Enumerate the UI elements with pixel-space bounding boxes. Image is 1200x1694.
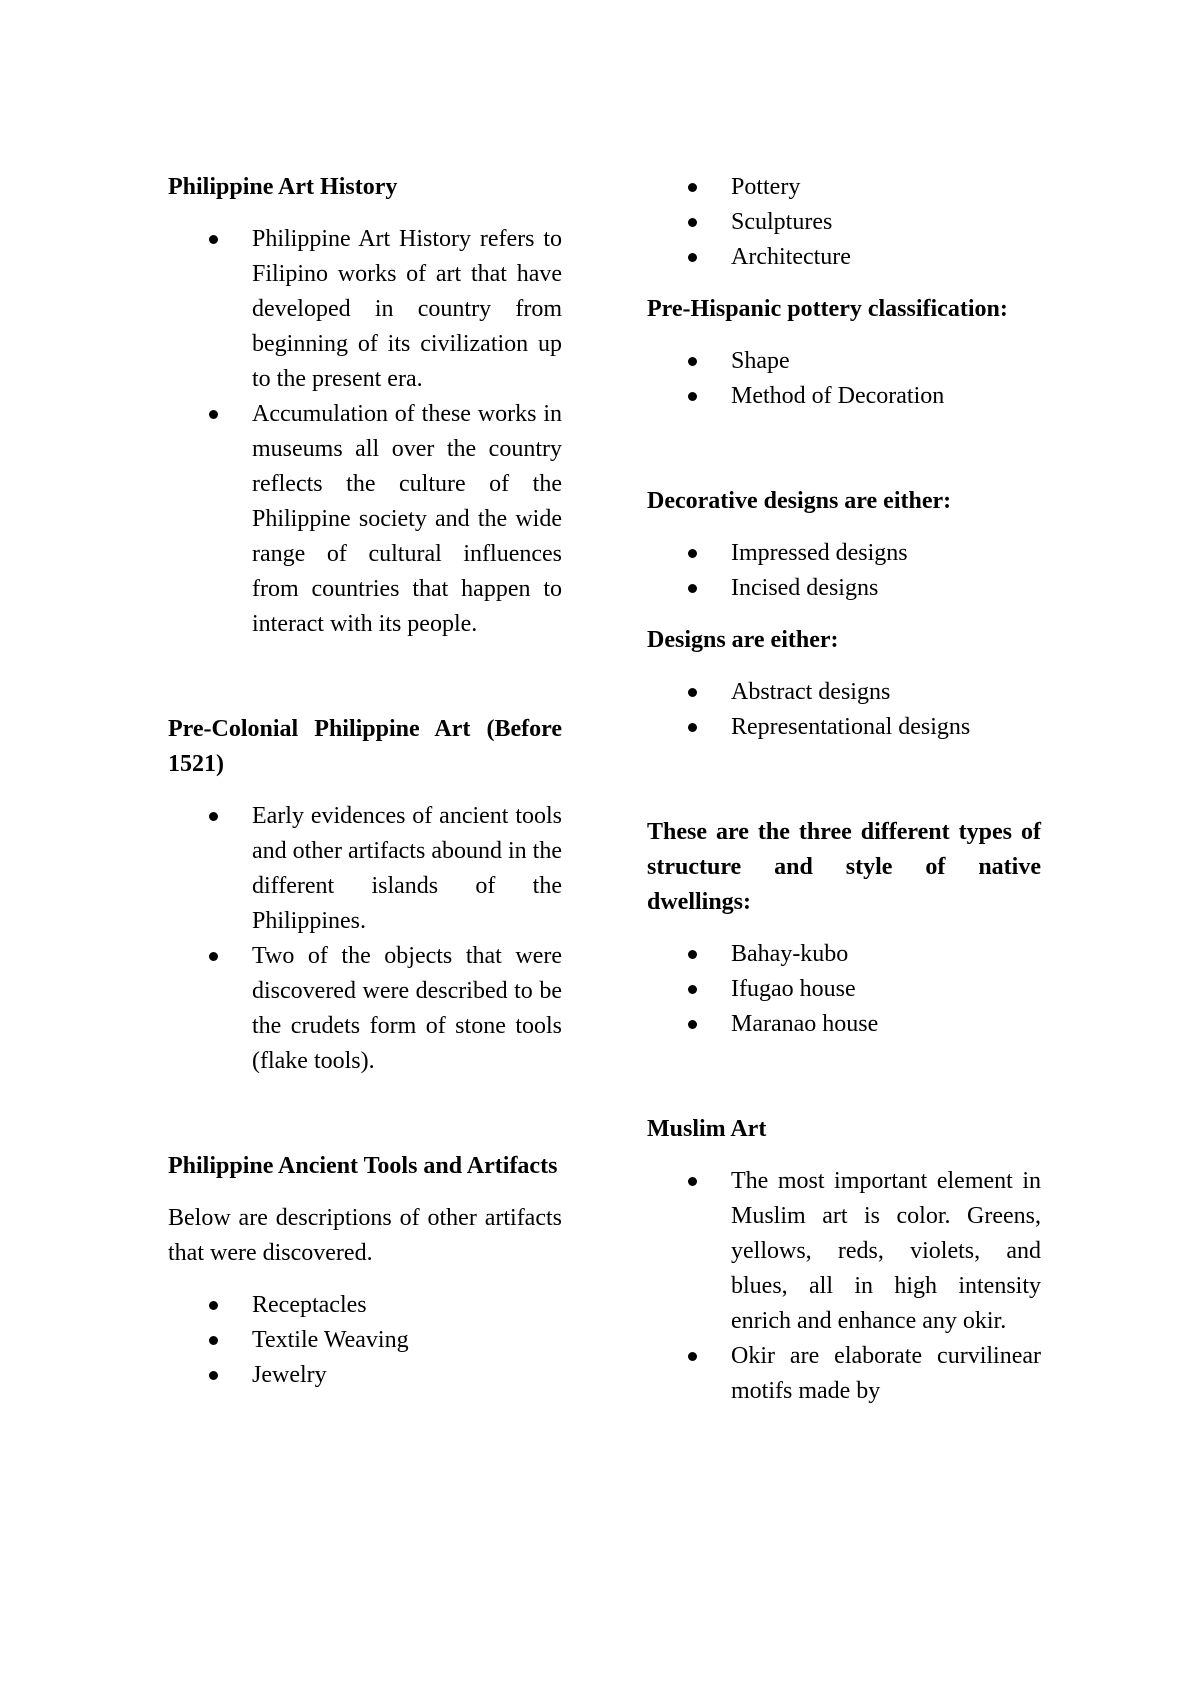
bullet-icon: [688, 1352, 697, 1361]
list-item-text: Abstract designs: [731, 679, 891, 705]
list-item-text: Architecture: [731, 244, 851, 270]
list-item-text: Bahay-kubo: [731, 941, 849, 967]
bullet-icon: [688, 183, 697, 192]
list-item-text: Pottery: [731, 174, 801, 200]
right-column: [647, 170, 1041, 1426]
bullet-icon: [209, 235, 218, 244]
list-item: [731, 536, 1041, 571]
bullet-icon: [688, 549, 697, 558]
list-item: [731, 344, 1041, 379]
list-item: [731, 170, 1041, 205]
list-item: [252, 1358, 562, 1393]
bullet-icon: [688, 688, 697, 697]
bullet-icon: [688, 392, 697, 401]
bullet-list: [168, 799, 562, 1079]
list-item-text: Representational designs: [731, 714, 971, 740]
bullet-list: [647, 344, 1041, 414]
list-item: [252, 1288, 562, 1323]
list-item: [252, 939, 562, 1079]
list-item-text: The most important element in Muslim art is color. Greens, yellows, reds, violets, and blues, all in high intensity enrich and enhance any okir.: [731, 1168, 1041, 1334]
section-heading-decorative-designs: Decorative designs are either:: [647, 488, 952, 514]
bullet-list: [647, 1164, 1041, 1409]
section-heading-native-dwellings: These are the three different types of structure and style of native dwellings:: [647, 819, 1041, 915]
list-item-text: Two of the objects that were discovered were described to be the crudets form of stone tools (flake tools).: [252, 943, 562, 1074]
bullet-icon: [688, 1177, 697, 1186]
bullet-list: [168, 222, 562, 642]
bullet-icon: [209, 410, 218, 419]
bullet-icon: [688, 357, 697, 366]
spacer: [647, 762, 1041, 815]
list-item-text: Incised designs: [731, 575, 879, 601]
list-item: [252, 222, 562, 397]
list-item: [731, 937, 1041, 972]
bullet-list: [647, 675, 1041, 745]
list-item-text: Jewelry: [252, 1362, 327, 1388]
list-item: [731, 240, 1041, 275]
bullet-icon: [209, 812, 218, 821]
list-item-text: Textile Weaving: [252, 1327, 409, 1353]
section-heading-designs: Designs are either:: [647, 627, 839, 653]
bullet-icon: [688, 584, 697, 593]
section-paragraph: Below are descriptions of other artifacts that were discovered.: [168, 1205, 562, 1266]
list-item: [731, 710, 1041, 745]
section-heading-ancient-tools: Philippine Ancient Tools and Artifacts: [168, 1153, 558, 1179]
list-item-text: Okir are elaborate curvilinear motifs made by: [731, 1343, 1041, 1404]
list-item: [731, 1164, 1041, 1339]
spacer: [168, 659, 562, 712]
list-item: [731, 1339, 1041, 1409]
section-heading-philippine-art-history: Philippine Art History: [168, 174, 398, 200]
list-item-text: Accumulation of these works in museums all over the country reflects the culture of the Philippine society and the wide range of cultural influences from countries that happen to interact with its people.: [252, 401, 562, 637]
bullet-icon: [209, 1371, 218, 1380]
list-item: [252, 1323, 562, 1358]
section-heading-pottery-classification: Pre-Hispanic pottery classification:: [647, 296, 1008, 322]
bullet-icon: [209, 1301, 218, 1310]
bullet-list: [647, 536, 1041, 606]
list-item: [252, 799, 562, 939]
list-item: [731, 571, 1041, 606]
bullet-list: [647, 170, 1041, 275]
list-item-text: Impressed designs: [731, 540, 908, 566]
bullet-icon: [688, 950, 697, 959]
list-item-text: Ifugao house: [731, 976, 856, 1002]
list-item-text: Early evidences of ancient tools and other artifacts abound in the different islands of the Philippines.: [252, 803, 562, 934]
bullet-icon: [688, 723, 697, 732]
spacer: [647, 431, 1041, 484]
bullet-icon: [688, 985, 697, 994]
list-item-text: Maranao house: [731, 1011, 879, 1037]
bullet-icon: [209, 1336, 218, 1345]
list-item-text: Philippine Art History refers to Filipino works of art that have developed in country from beginning of its civilization up to the present era.: [252, 226, 562, 392]
list-item: [731, 675, 1041, 710]
section-heading-pre-colonial: Pre-Colonial Philippine Art (Before 1521): [168, 716, 562, 777]
section-heading-muslim-art: Muslim Art: [647, 1116, 767, 1142]
bullet-icon: [688, 218, 697, 227]
list-item-text: Method of Decoration: [731, 383, 945, 409]
list-item: [731, 379, 1041, 414]
spacer: [168, 1096, 562, 1149]
list-item: [731, 1007, 1041, 1042]
bullet-list: [168, 1288, 562, 1393]
list-item-text: Sculptures: [731, 209, 833, 235]
spacer: [647, 1059, 1041, 1112]
left-column: [168, 170, 562, 1410]
bullet-icon: [688, 1020, 697, 1029]
list-item: [731, 205, 1041, 240]
bullet-icon: [688, 253, 697, 262]
list-item-text: Shape: [731, 348, 790, 374]
bullet-icon: [209, 952, 218, 961]
list-item: [731, 972, 1041, 1007]
list-item-text: Receptacles: [252, 1292, 367, 1318]
list-item: [252, 397, 562, 642]
bullet-list: [647, 937, 1041, 1042]
